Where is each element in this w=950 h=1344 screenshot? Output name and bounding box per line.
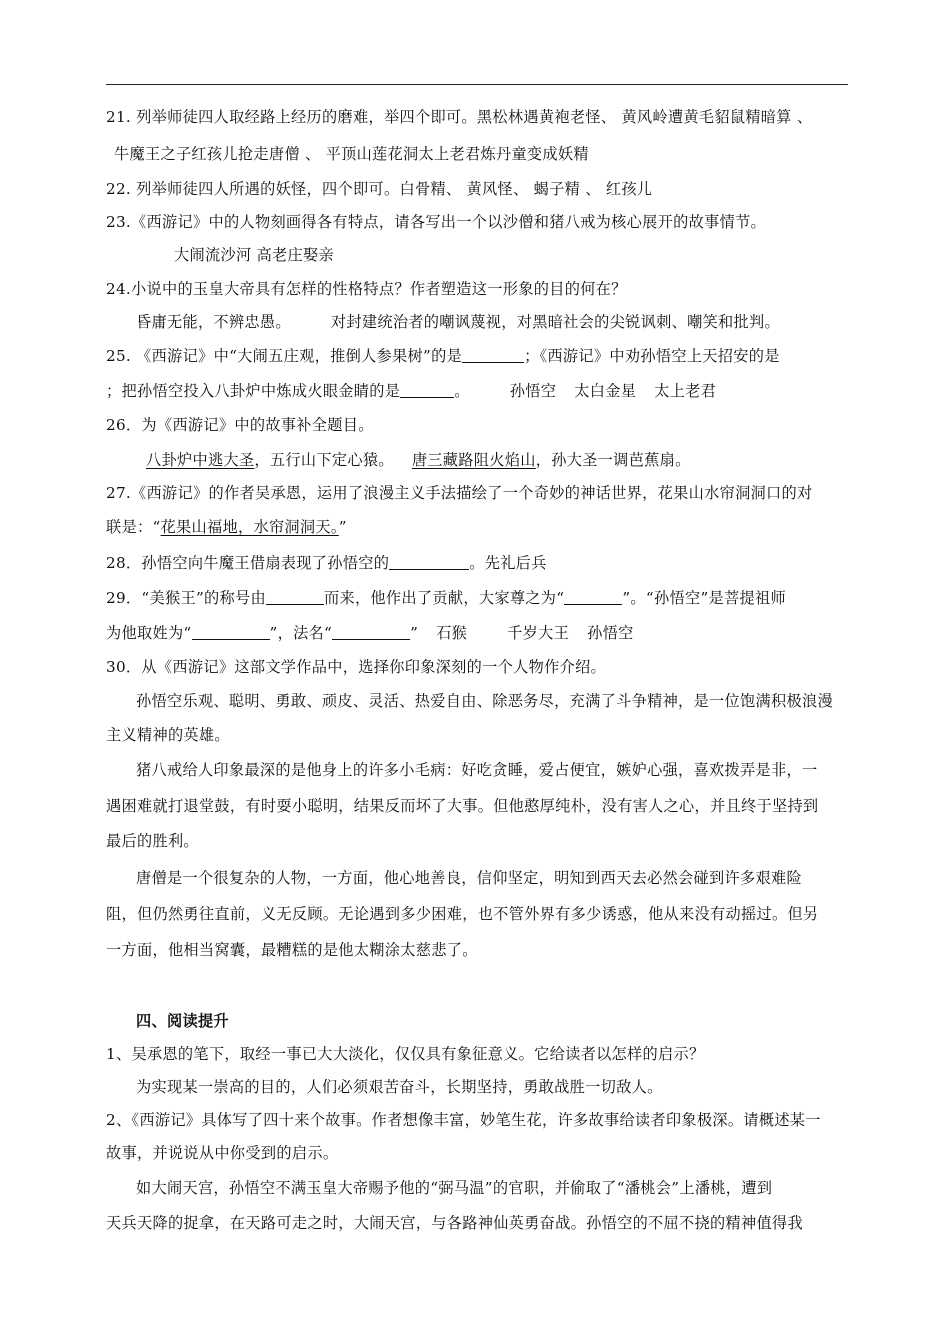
q29-text-2: 而来，他作出了贡献，大家尊之为“: [323, 589, 565, 607]
q26-text-1: ，五行山下定心猿。: [254, 451, 394, 469]
q24-question: 24.小说中的玉皇大帝具有怎样的性格特点？作者塑造这一形象的目的何在？: [106, 280, 627, 298]
q25-answer-1: 孙悟空: [509, 382, 557, 400]
q29-blank-3[interactable]: [192, 623, 270, 640]
q29-blank-1[interactable]: [266, 588, 324, 605]
q27-suffix: ”: [338, 518, 347, 536]
q30-question: 30．从《西游记》这部文学作品中，选择你印象深刻的一个人物作介绍。: [106, 658, 607, 676]
q25-text-3: ；把孙悟空投入八卦炉中炼成火眼金睛的是: [106, 382, 401, 400]
q27-couplet: 花果山福地，水帘洞洞天。: [160, 518, 339, 536]
q29-answer-3: 孙悟空: [587, 624, 634, 642]
q25-answer-3: 太上老君: [654, 382, 717, 400]
section4-a1: 为实现某一崇高的目的，人们必须艰苦奋斗，长期坚持，勇敢战胜一切敌人。: [136, 1078, 663, 1096]
q30-p2-line3: 最后的胜利。: [106, 832, 199, 850]
section4-q1: 1、吴承恩的笔下，取经一事已大大淡化，仅仅具有象征意义。它给读者以怎样的启示？: [106, 1045, 705, 1063]
q24-answer: [136, 311, 780, 333]
q25-text-2: ；《西游记》中劝孙悟空上天招安的是: [524, 347, 780, 365]
q23-answer: 大闹流沙河 高老庄娶亲: [174, 246, 335, 264]
q25-answer-2: 太白金星: [574, 382, 637, 400]
q29-text-4: 为他取姓为“: [106, 624, 192, 642]
q29-blank-2[interactable]: [564, 588, 622, 605]
section4-heading: 四、阅读提升: [136, 1012, 229, 1030]
q30-p2-line2: 遇困难就打退堂鼓，有时耍小聪明，结果反而坏了大事。但他憨厚纯朴，没有害人之心，并且终于坚持到: [106, 797, 819, 815]
q29-text-3: ”。“孙悟空”是菩提祖师: [622, 589, 786, 607]
section4-q2-line2: 故事，并说说从中你受到的启示。: [106, 1144, 339, 1162]
q29-line1: [106, 587, 786, 609]
q30-p3-line1: 唐僧是一个很复杂的人物，一方面，他心地善良，信仰坚定，明知到西天去必然会碰到许多艰难险: [136, 869, 802, 887]
q25-blank-1[interactable]: [462, 346, 524, 363]
q29-text-6: ”: [410, 624, 419, 642]
q22-line1: 22. 列举师徒四人所遇的妖怪，四个即可。白骨精、 黄风怪、 蝎子精 、 红孩儿: [106, 180, 653, 198]
q29-line2: [106, 622, 634, 644]
q25-blank-3[interactable]: [400, 381, 454, 398]
q25-line1: [106, 345, 780, 367]
q29-answer-2: 千岁大王: [507, 624, 570, 642]
q30-p1-line1: 孙悟空乐观、聪明、勇敢、顽皮、灵活、热爱自由、除恶务尽，充满了斗争精神，是一位饱满积极浪漫: [136, 692, 833, 710]
q30-p3-line3: 一方面，他相当窝囊，最糟糕的是他太糊涂太慈悲了。: [106, 941, 478, 959]
section4-a2-line2: 天兵天降的捉拿，在天路可走之时，大闹天宫，与各路神仙英勇奋战。孙悟空的不屈不挠的精神值得我: [106, 1214, 803, 1232]
q21-line2: 牛魔王之子红孩儿抢走唐僧 、 平顶山莲花洞太上老君炼丹童变成妖精: [114, 145, 589, 163]
q21-line1: 21. 列举师徒四人取经路上经历的磨难，举四个即可。黑松林遇黄袍老怪、 黄风岭遭黄毛貂鼠精暗算 、: [106, 108, 813, 126]
q29-blank-4[interactable]: [332, 623, 410, 640]
q25-text-1: 25. 《西游记》中“大闹五庄观，推倒人参果树”的是: [106, 347, 463, 365]
q23-question: 23.《西游记》中的人物刻画得各有特点，请各写出一个以沙僧和猪八戒为核心展开的故事情节。: [106, 213, 767, 231]
q28-text-2: 。先礼后兵: [469, 554, 547, 572]
q24-answer-a: 昏庸无能，不辨忠愚。: [136, 313, 291, 331]
q25-line2: [106, 380, 716, 402]
q30-p1-line2: 主义精神的英雄。: [106, 726, 230, 744]
q29-text-5: ”，法名“: [269, 624, 333, 642]
q28-text-1: 28．孙悟空向牛魔王借扇表现了孙悟空的: [106, 554, 390, 572]
q30-p3-line2: 阻，但仍然勇往直前，义无反顾。无论遇到多少困难，也不管外界有多少诱惑，他从来没有动摇过。但另: [106, 905, 819, 923]
q26-answer: [146, 449, 691, 471]
q27-line2: [106, 516, 347, 538]
q26-text-2: ，孙大圣一调芭蕉扇。: [535, 451, 691, 469]
q25-text-4: 。: [454, 382, 470, 400]
q27-prefix: 联是：“: [106, 518, 161, 536]
q24-answer-b: 对封建统治者的嘲讽蔑视，对黑暗社会的尖锐讽刺、嘲笑和批判。: [330, 313, 781, 331]
q29-text-1: 29．“美猴王”的称号由: [106, 589, 266, 607]
q28-line1: [106, 552, 547, 574]
q27-line1: 27.《西游记》的作者吴承恩，运用了浪漫主义手法描绘了一个奇妙的神话世界，花果山水帘洞洞口的对: [106, 484, 813, 502]
section4-q2-line1: 2、《西游记》具体写了四十来个故事。作者想像丰富，妙笔生花，许多故事给读者印象极深。请概述某一: [106, 1111, 821, 1129]
q26-title-1: 八卦炉中逃大圣: [146, 451, 255, 469]
q26-title-2: 唐三藏路阻火焰山: [411, 451, 536, 469]
q29-answer-1: 石猴: [436, 624, 468, 642]
section4-a2-line1: 如大闹天宫，孙悟空不满玉皇大帝赐予他的“弼马温”的官职，并偷取了“潘桃会”上潘桃，遭到: [136, 1179, 773, 1197]
header-rule: [106, 84, 848, 85]
q28-blank[interactable]: [389, 553, 469, 570]
q26-question: 26．为《西游记》中的故事补全题目。: [106, 416, 374, 434]
q30-p2-line1: 猪八戒给人印象最深的是他身上的许多小毛病：好吃贪睡，爱占便宜，嫉妒心强，喜欢拨弄是非，一: [136, 761, 818, 779]
